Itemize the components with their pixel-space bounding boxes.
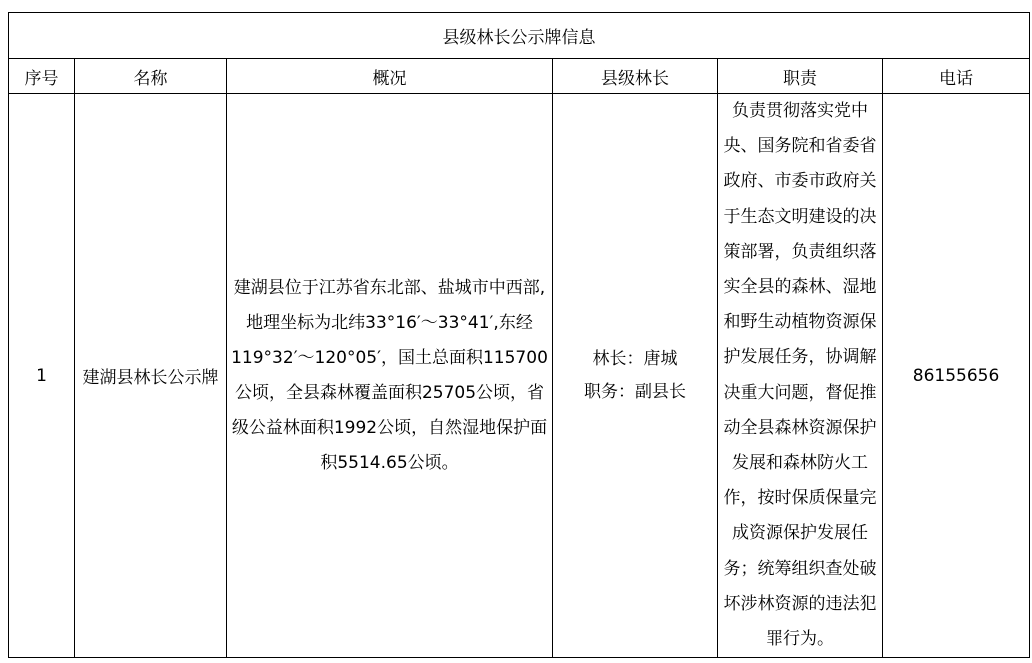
duties-line: 发展和森林防火工 [732,453,868,474]
cell-phone: 86155656 [883,94,1030,658]
duties-line: 成资源保护发展任 [732,523,868,544]
duties-line: 决重大问题，督促推 [723,382,877,403]
overview-line: 建湖县位于江苏省东北部、盐城市中西部, [233,277,546,298]
duties-line: 于生态文明建设的决 [723,206,877,227]
chief-name: 林长：唐城 [592,348,678,369]
table-title: 县级林长公示牌信息 [9,13,1030,59]
cell-overview [227,94,553,658]
header-phone: 电话 [883,59,1030,94]
table-row [9,94,1030,658]
duties-line: 政府、市委市政府关 [723,171,877,192]
duties-line: 坏涉林资源的违法犯 [723,593,877,614]
overview-line: 公顷，全县森林覆盖面积25705公顷，省 [234,382,545,403]
duties-line: 护发展任务，协调解 [723,347,877,368]
duties-line: 罪行为。 [766,629,834,650]
overview-line: 级公益林面积1992公顷，自然湿地保护面 [231,417,548,438]
cell-name: 建湖县林长公示牌 [75,94,227,658]
duties-line: 作，按时保质保量完 [723,488,877,509]
cell-index: 1 [9,94,75,658]
cell-county-chief [553,94,718,658]
duties-line: 负责贯彻落实党中 [732,101,868,121]
duties-line: 策部署，负责组织落 [723,241,877,262]
forest-chief-info-table [8,12,1030,658]
duties-line: 动全县森林资源保护 [723,417,877,438]
header-row [9,59,1030,94]
header-index: 序号 [9,59,75,94]
duties-line: 实全县的森林、湿地 [723,277,877,298]
header-duties: 职责 [718,59,883,94]
header-name: 名称 [75,59,227,94]
duties-line: 务；统筹组织查处破 [723,558,877,579]
duties-line: 和野生动植物资源保 [723,312,877,333]
header-county-chief: 县级林长 [553,59,718,94]
cell-duties [718,94,883,658]
overview-line: 119°32′～120°05′，国土总面积115700 [231,347,548,368]
chief-position: 职务：副县长 [584,381,686,402]
header-overview: 概况 [227,59,553,94]
duties-line: 央、国务院和省委省 [723,136,877,157]
overview-line: 地理坐标为北纬33°16′～33°41′,东经 [246,312,533,333]
overview-line: 积5514.65公顷。 [320,452,459,473]
